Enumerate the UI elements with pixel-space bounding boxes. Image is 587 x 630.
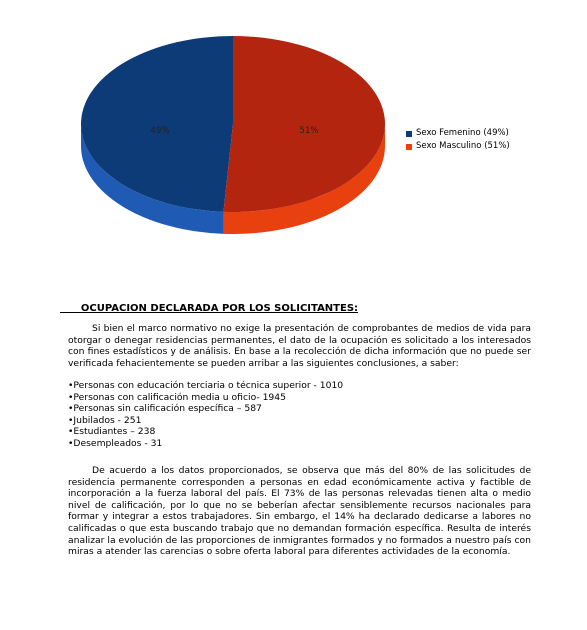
list-item: • Personas con calificación media u oficio- 1945 bbox=[68, 392, 343, 404]
list-item: • Desempleados - 31 bbox=[68, 438, 343, 450]
paragraph-analysis-text: De acuerdo a los datos proporcionados, se observa que más del 80% de las solicitudes de residencia permanente corresponden a personas en edad económicamente activa y factible de incorporación a la fuerza laboral del país. El 73% de las personas relevadas tienen alta o medio nivel de calificación, por lo que no se beberían afectar sensiblemente recursos nacionales para formar y integrar a estos trabajadores. Sin embargo, el 14% ha declarado dedicarse a labores no calificadas o que esta buscando trabajo que no demandan formación específica. Resulta de interés analizar la evolución de las proporciones de inmigrantes formados y no formados a nuestro país con miras a atender las carencias o sobre oferta laboral para diferentes actividades de la economía. bbox=[68, 465, 531, 558]
section-title: OCUPACION DECLARADA POR LOS SOLICITANTES: bbox=[60, 303, 359, 314]
paragraph-intro-text: Si bien el marco normativo no exige la presentación de comprobantes de medios de vida para otorgar o denegar residencias permanentes, el dato de la ocupación es solicitado a los interesados con fines estadísticos y de análisis. En base a la recolección de dicha información que no puede ser verificada fehacientemente se pueden arribar a las siguientes conclusiones, a saber: bbox=[68, 323, 531, 369]
legend-item-masculino bbox=[406, 140, 510, 153]
pie-data-label: 51% bbox=[299, 126, 319, 136]
list-item: • Jubilados - 251 bbox=[68, 415, 343, 427]
list-item: • Personas con educación terciaria o técnica superior - 1010 bbox=[68, 380, 343, 392]
legend-label-femenino: Sexo Femenino (49%) bbox=[416, 128, 509, 138]
paragraph-analysis bbox=[68, 465, 531, 558]
paragraph-intro bbox=[68, 323, 531, 369]
chart-legend bbox=[406, 127, 510, 153]
legend-label-masculino: Sexo Masculino (51%) bbox=[416, 141, 510, 151]
legend-swatch-masculino bbox=[406, 144, 412, 150]
list-item: • Estudiantes – 238 bbox=[68, 426, 343, 438]
pie-chart bbox=[0, 0, 587, 270]
list-item: • Personas sin calificación específica – 587 bbox=[68, 403, 343, 415]
occupation-list bbox=[68, 380, 343, 450]
legend-item-femenino bbox=[406, 127, 510, 140]
legend-swatch-femenino bbox=[406, 131, 412, 137]
pie-data-label: 49% bbox=[150, 126, 170, 136]
